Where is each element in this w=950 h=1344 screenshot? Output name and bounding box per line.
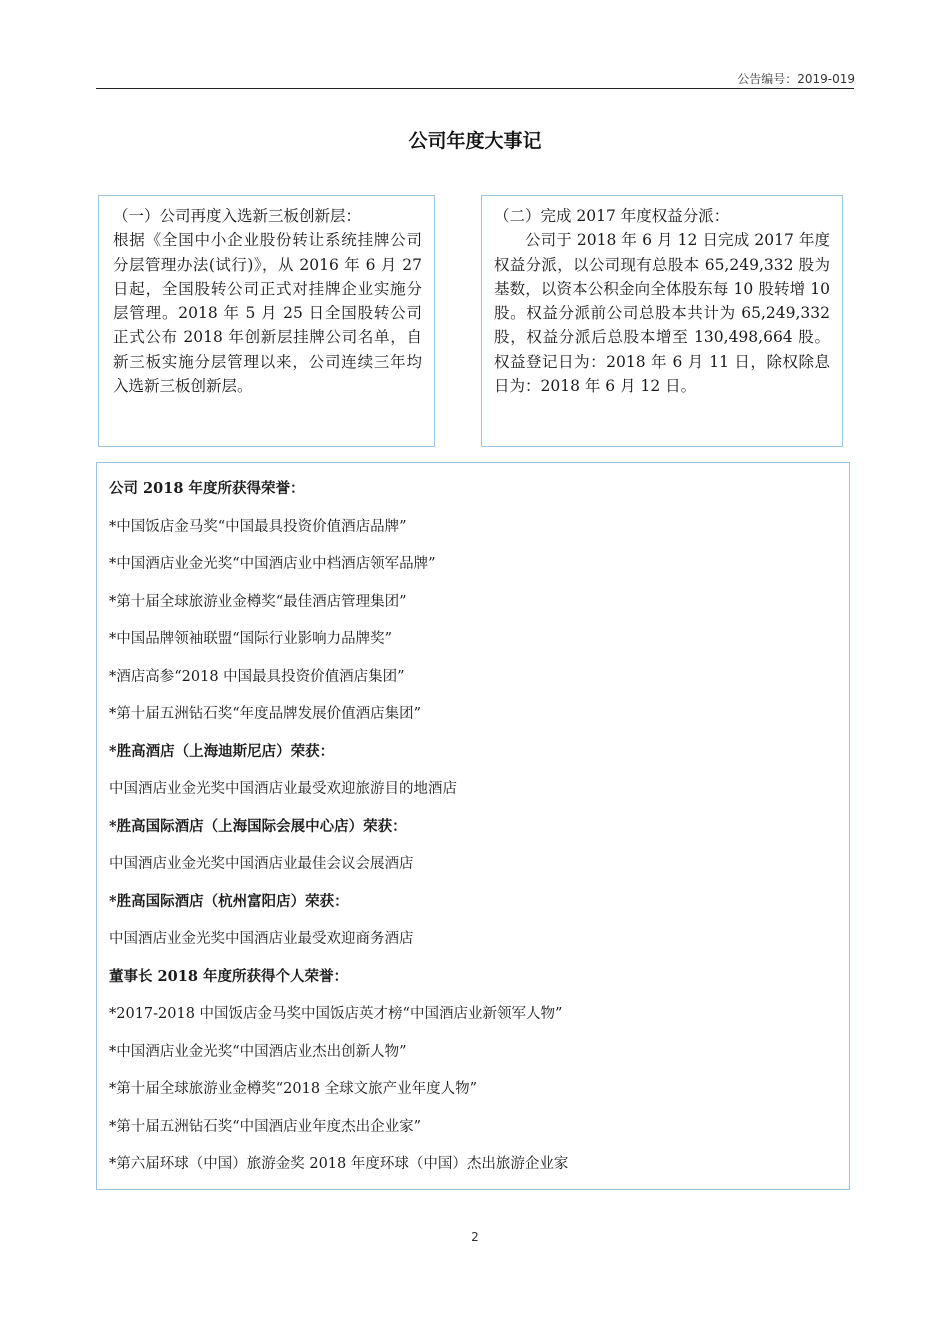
section-equity-distribution-heading: （二）完成 2017 年度权益分派： xyxy=(494,207,730,225)
honor-item: *第六届环球（中国）旅游金奖 2018 年度环球（中国）杰出旅游企业家 xyxy=(109,1156,569,1172)
page-title: 公司年度大事记 xyxy=(408,130,542,152)
honors-subheading: *胜高国际酒店（杭州富阳店）荣获： xyxy=(109,892,349,910)
honor-item: *第十届五洲钻石奖“年度品牌发展价值酒店集团” xyxy=(109,706,422,722)
section-equity-distribution xyxy=(481,195,843,447)
honor-item: *第十届五洲钻石奖“中国酒店业年度杰出企业家” xyxy=(109,1118,422,1135)
honor-item: *第十届全球旅游业金樽奖“2018 全球文旅产业年度人物” xyxy=(109,1081,478,1097)
honor-item: *2017-2018 中国饭店金马奖中国饭店英才榜“中国酒店业新领军人物” xyxy=(109,1006,563,1022)
honors-list xyxy=(109,479,837,1192)
honors-subheading: *胜高国际酒店（上海国际会展中心店）荣获： xyxy=(109,817,407,835)
header-divider xyxy=(96,88,854,89)
honors-box xyxy=(96,462,850,1190)
honor-item: *中国饭店金马奖“中国最具投资价值酒店品牌” xyxy=(109,518,407,535)
honor-item: 中国酒店业金光奖中国酒店业最佳会议会展酒店 xyxy=(109,856,414,872)
honor-item: *中国酒店业金光奖“中国酒店业杰出创新人物” xyxy=(109,1043,407,1060)
honor-item: 中国酒店业金光奖中国酒店业最受欢迎商务酒店 xyxy=(109,931,414,947)
section-innovation-layer-body: 根据《全国中小企业股份转让系统挂牌公司分层管理办法(试行)》，从 2016 年 6 月 27 日起，全国股转公司正式对挂牌企业实施分层管理。2018 年 5 月 25 日全国股转公司正式公布 2018 年创新层挂牌公司名单，自新三板实施分层管理以来，公司连续三年均入选新三板创新层。 xyxy=(113,231,422,396)
section-innovation-layer-heading: （一）公司再度入选新三板创新层： xyxy=(113,207,362,225)
honors-subheading: *胜高酒店（上海迪斯尼店）荣获： xyxy=(109,742,335,760)
honor-item: *中国酒店业金光奖“中国酒店业中档酒店领军品牌” xyxy=(109,556,436,572)
section-equity-distribution-body: 公司于 2018 年 6 月 12 日完成 2017 年度权益分派，以公司现有总股本 65,249,332 股为基数，以资本公积金向全体股东每 10 股转增 10 股。权益分派前公司总股本共计为 65,249,332 股，权益分派后总股本增至 130,498,664 股。权益登记日为：2018 年 6 月 11 日，除权除息日为：2018 年 6 月 12 日。 xyxy=(494,231,830,396)
honor-item: *第十届全球旅游业金樽奖“最佳酒店管理集团” xyxy=(109,593,407,610)
honor-item: *酒店高参“2018 中国最具投资价值酒店集团” xyxy=(109,668,405,685)
honor-item: 中国酒店业金光奖中国酒店业最受欢迎旅游目的地酒店 xyxy=(109,781,457,797)
announcement-code: 公告编号：2019-019 xyxy=(737,72,855,86)
honor-item: *中国品牌领袖联盟“国际行业影响力品牌奖” xyxy=(109,631,393,647)
page-number: 2 xyxy=(471,1230,479,1244)
honors-subheading: 董事长 2018 年度所获得个人荣誉： xyxy=(109,967,348,985)
section-innovation-layer xyxy=(98,195,435,447)
honors-subheading: 公司 2018 年度所获得荣誉： xyxy=(109,480,305,497)
